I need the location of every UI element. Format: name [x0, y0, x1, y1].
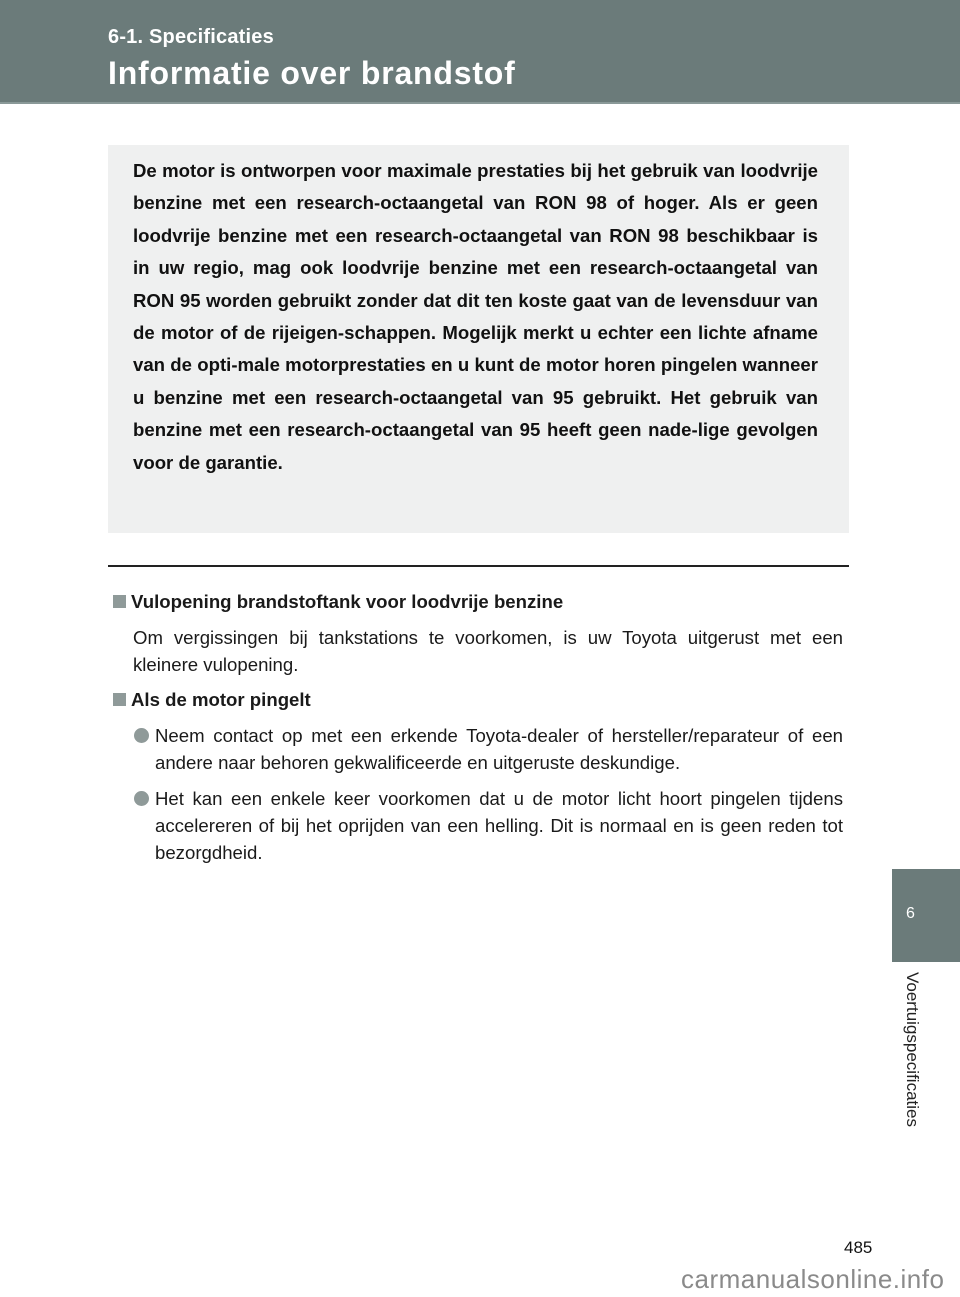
- section-number: 6-1. Specificaties: [108, 26, 274, 48]
- info-box-text: De motor is ontworpen voor maximale prestaties bij het gebruik van loodvrije benzine met een research-octaangetal van RON 98 of hoger. Als er geen loodvrije benzine met een research-octaangetal van RON 98 beschikbaar is in uw regio, mag ook loodvrije benzine met een research-octaangetal van RON 95 worden gebruikt zonder dat dit ten koste gaat van de levensduur van de motor of de rijeigen-schappen. Mogelijk merkt u echter een lichte afname van de opti-male motorprestaties en u kunt de motor horen pingelen wanneer u benzine met een research-octaangetal van 95 gebruikt. Het gebruik van benzine met een research-octaangetal van 95 heeft geen nade-lige gevolgen voor de garantie.: [133, 160, 818, 473]
- page-header: [0, 0, 960, 104]
- square-bullet-icon: [113, 595, 126, 608]
- chapter-label-container: [892, 972, 932, 1162]
- list-item: [133, 722, 843, 776]
- circle-bullet-icon: [134, 791, 149, 806]
- info-box: [108, 145, 849, 533]
- square-bullet-icon: [113, 693, 126, 706]
- heading-text: Vulopening brandstoftank voor loodvrije benzine: [131, 591, 564, 612]
- page-title: Informatie over brandstof: [108, 55, 516, 91]
- chapter-label: Voertuigspecificaties: [903, 972, 922, 1127]
- page-number: 485: [844, 1238, 873, 1257]
- paragraph: Om vergissingen bij tankstations te voorkomen, is uw Toyota uitgerust met een kleinere vulopening.: [133, 627, 843, 675]
- list-item-text: Het kan een enkele keer voorkomen dat u de motor licht hoort pingelen tijdens accelereren of bij het oprijden van een helling. Dit is normaal en is geen reden tot bezorgdheid.: [155, 788, 843, 863]
- section-heading-fuel-filler: [113, 588, 843, 615]
- list-item: [133, 785, 843, 866]
- circle-bullet-icon: [134, 728, 149, 743]
- heading-text: Als de motor pingelt: [131, 689, 311, 710]
- chapter-tab[interactable]: [892, 869, 960, 962]
- divider: [108, 565, 849, 567]
- content: [113, 588, 843, 866]
- chapter-number: 6: [906, 905, 915, 922]
- list-item-text: Neem contact op met een erkende Toyota-dealer of hersteller/reparateur of een andere naar behoren gekwalificeerde en uitgeruste deskundige.: [155, 725, 843, 773]
- section-heading-engine-knock: [113, 686, 843, 713]
- watermark: carmanualsonline.info: [681, 1264, 945, 1294]
